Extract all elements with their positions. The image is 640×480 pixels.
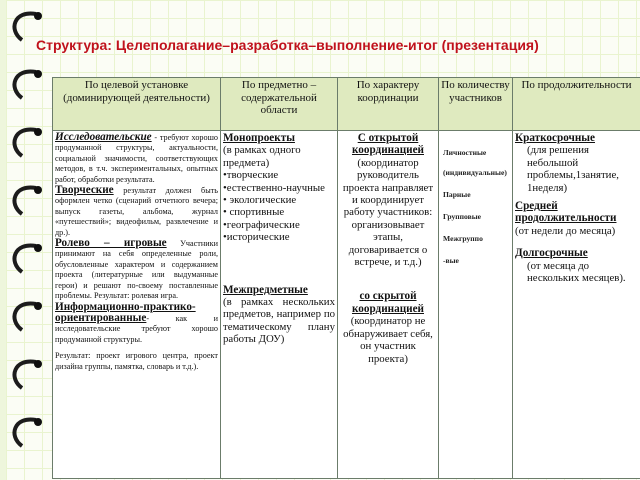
slide-title: Структура: Целеполагание–разработка–выполнение-итог (презентация) [36,37,539,53]
participants-item: Парные [443,190,471,199]
project-types-table [52,77,640,479]
participants-item: Личностные [443,148,487,157]
creative-text: результат должен быть оформлен четко (сценарий отчетного вечера; выпуск газеты, альбома, журнал «путешествий»; видеофильм, развлечение и др.). [55,186,219,237]
mono-item: •географические [223,218,300,231]
mono-sub: (в рамках одного предмета) [223,144,301,169]
research-text: - требуют хорошо продуманной структуры, актуальности, социальной значимости, соответствующих методов, в т.ч. экспериментальных, опытных работ, обработки результата. [55,133,218,184]
info-title: Информационно-практико-ориентированные [55,300,196,324]
inter-text: (в рамках нескольких предметов, например по тематическому плану работы ДОУ) [223,296,335,346]
mono-item: • спортивные [223,206,285,219]
participants-item: -вые [443,256,459,265]
participants-item: Групповые [443,212,482,221]
header-subject: По предметно – содержательной области [221,78,338,131]
hidden-title: со скрытой координацией [351,290,424,315]
long-title: Долгосрочные [515,247,588,260]
participants-item: Межгруппо [443,234,483,243]
result-text: Результат: проект игрового центра, проект дизайна группы, памятка, словарь и т.д.). [55,351,218,371]
mid-text: (от недели до месяца) [515,224,616,237]
role-text: Участники принимают на себя определенные роли, обусловленные характером и содержанием проекта (литературные или выдуманные герои) и решают по-своему поставленные проблемы. Результат: ролевая игра. [55,239,218,301]
mid-title: Средней продолжительности [515,200,617,225]
long-text: (от месяца до нескольких месяцев). [527,259,626,285]
short-title: Краткосрочные [515,132,595,144]
col-participants-cell [439,131,513,479]
short-text: (для решения небольшой проблемы,1занятие, 1неделя) [527,144,619,194]
ring-icon [14,13,36,446]
mono-item: •творческие [223,169,279,182]
hidden-text: (координатор не обнаруживает себя, он участник проекта) [343,315,433,365]
header-coordination: По характеру координации [338,78,439,131]
col-duration-cell [513,131,640,479]
table-row [53,131,640,479]
col-target-cell [53,131,221,479]
role-title: Ролево – игровые [55,237,167,250]
notebook-rings [0,0,52,480]
table-header-row [53,78,640,131]
header-participants: По количеству участников [439,78,513,131]
creative-title: Творческие [55,184,114,197]
participants-item: (индивидуальные) [443,168,507,177]
open-text: (координатор руководитель проекта направляет и координирует работу участников: организовывает этапы, договаривается о встрече, и т.д.) [342,156,434,269]
col-coordination-cell [338,131,439,479]
open-title: С открытой координацией [351,132,424,157]
col-subject-cell [221,131,338,479]
mono-item: •исторические [223,231,290,244]
mono-title: Монопроекты [223,132,295,144]
research-title: Исследовательские [55,131,152,143]
info-text: - как и исследовательские требуют хорошо продуманной структуры. [55,313,218,344]
header-duration: По продолжительности [513,78,640,131]
inter-title: Межпредметные [223,283,308,296]
mono-item: •естественно-научные [223,181,325,194]
header-target: По целевой установке (доминирующей деятельности) [53,78,221,131]
mono-item: • экологические [223,194,297,207]
